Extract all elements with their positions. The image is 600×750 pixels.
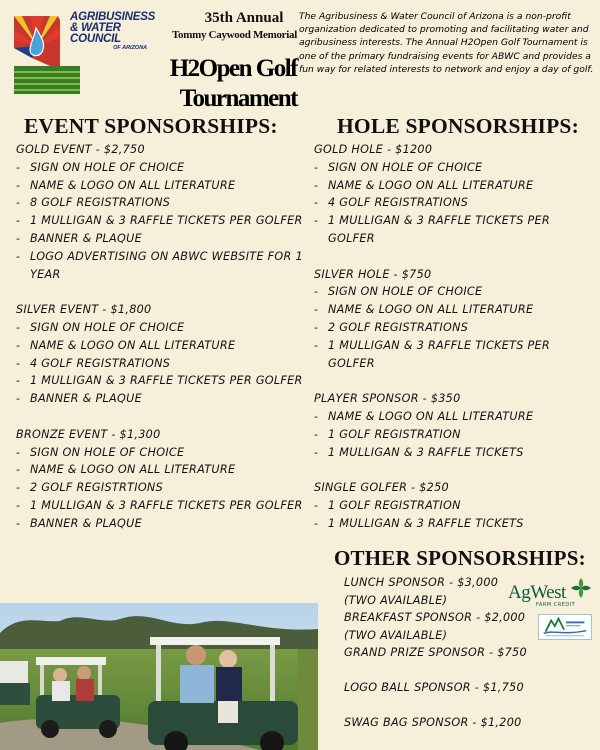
list-item: - NAME & LOGO ON ALL LITERATURE: [314, 409, 534, 423]
list-item: - NAME & LOGO ON ALL LITERATURE: [16, 338, 236, 352]
sponsorship-group: [16, 141, 304, 283]
grand-prize-sponsor: GRAND PRIZE SPONSOR - $750: [344, 646, 527, 659]
sponsorship-group: [314, 390, 596, 461]
list-item: - 2 GOLF REGISTRATIONS: [314, 320, 469, 334]
breakfast-sponsor: BREAKFAST SPONSOR - $2,000: [344, 611, 526, 624]
lunch-sponsor: LUNCH SPONSOR - $3,000: [344, 576, 499, 589]
logo-line-1: AGRIBUSINESS: [70, 11, 156, 23]
list-item: - BANNER & PLAQUE: [16, 392, 142, 406]
anniversary-label: 35th Annual: [204, 10, 284, 26]
list-item: - 4 GOLF REGISTRATIONS: [314, 196, 469, 210]
list-item: - 1 MULLIGAN & 3 RAFFLE TICKETS PER GOLFER: [314, 214, 550, 245]
list-item: - 1 MULLIGAN & 3 RAFFLE TICKETS PER GOLFER: [16, 498, 303, 512]
hole-sponsorships-heading: HOLE SPONSORSHIPS:: [337, 114, 579, 138]
tournament-title: H2Open Golf Tournament: [169, 55, 297, 112]
hole-sponsorships-list: [314, 141, 596, 550]
list-item: - 1 MULLIGAN & 3 RAFFLE TICKETS PER GOLFER: [314, 338, 550, 370]
partner-logo-water-district: [538, 614, 592, 640]
list-item: - 1 GOLF REGISTRATION: [314, 498, 461, 512]
list-item: - 8 GOLF REGISTRATIONS: [16, 196, 171, 210]
sponsorship-group: [16, 426, 304, 533]
list-item: - 1 MULLIGAN & 3 RAFFLE TICKETS PER GOLFER: [16, 214, 303, 228]
list-item: - LOGO ADVERTISING ON ABWC WEBSITE FOR 1 YEAR: [16, 249, 303, 281]
list-item: - BANNER & PLAQUE: [16, 231, 142, 245]
list-item: - BANNER & PLAQUE: [16, 516, 142, 530]
water-district-icon: [539, 615, 591, 639]
group-title: PLAYER SPONSOR - $350: [314, 392, 461, 406]
golf-cart-photo: [0, 603, 318, 750]
sponsorship-group: [16, 301, 304, 408]
list-item: - SIGN ON HOLE OF CHOICE: [314, 160, 483, 174]
agwest-logo: [506, 577, 594, 609]
logo-line-2: & WATER: [70, 22, 121, 34]
list-item: - NAME & LOGO ON ALL LITERATURE: [16, 463, 236, 477]
group-title: SILVER HOLE - $750: [314, 267, 432, 281]
swag-bag-sponsor: SWAG BAG SPONSOR - $1,200: [344, 716, 522, 729]
group-title: SINGLE GOLFER - $250: [314, 481, 449, 495]
list-item: - SIGN ON HOLE OF CHOICE: [16, 160, 185, 174]
lunch-availability: (TWO AVAILABLE): [344, 593, 448, 607]
breakfast-availability: (TWO AVAILABLE): [344, 628, 448, 642]
logo-ball-sponsor: LOGO BALL SPONSOR - $1,750: [344, 681, 524, 694]
sponsorship-group: [314, 141, 596, 248]
list-item: - 1 MULLIGAN & 3 RAFFLE TICKETS: [314, 445, 524, 459]
list-item: - SIGN ON HOLE OF CHOICE: [16, 445, 185, 459]
sponsorship-group: [314, 266, 596, 373]
list-item: - 1 MULLIGAN & 3 RAFFLE TICKETS: [314, 516, 524, 530]
leaf-cross-icon: [570, 577, 592, 599]
list-item: - 1 GOLF REGISTRATION: [314, 427, 461, 441]
intro-paragraph: The Agribusiness & Water Council of Arizona is a non-profit organization dedicated to promoting and facilitating water and agribusiness interests. The Annual H2Open Golf Tournament is one of the primary fundraising events for ABWC and provides a fun way for related interests to network and enjoy a day of golf.: [299, 11, 594, 75]
list-item: - NAME & LOGO ON ALL LITERATURE: [16, 178, 236, 192]
list-item: - NAME & LOGO ON ALL LITERATURE: [314, 178, 534, 192]
list-item: - SIGN ON HOLE OF CHOICE: [314, 285, 483, 299]
list-item: - NAME & LOGO ON ALL LITERATURE: [314, 303, 534, 317]
group-title: GOLD HOLE - $1200: [314, 143, 433, 156]
memorial-label: Tommy Caywood Memorial: [172, 29, 297, 41]
agwest-subtitle: FARM CREDIT: [536, 602, 576, 608]
event-sponsorships-heading: EVENT SPONSORSHIPS:: [24, 114, 278, 138]
list-item: - 2 GOLF REGISTRTIONS: [16, 481, 164, 495]
logo-line-4: OF ARIZONA: [113, 45, 148, 51]
group-title: BRONZE EVENT - $1,300: [16, 427, 161, 441]
list-item: - SIGN ON HOLE OF CHOICE: [16, 320, 185, 334]
group-title: GOLD EVENT - $2,750: [16, 143, 145, 156]
list-item: - 1 MULLIGAN & 3 RAFFLE TICKETS PER GOLFER: [16, 374, 303, 388]
sponsorship-group: [314, 479, 596, 532]
event-sponsorships-list: [16, 141, 304, 550]
agwest-name: AgWest: [508, 582, 566, 603]
group-title: SILVER EVENT - $1,800: [16, 303, 152, 317]
other-sponsorships-heading: OTHER SPONSORSHIPS:: [334, 546, 586, 570]
logo-line-3: COUNCIL: [70, 33, 121, 45]
list-item: - 4 GOLF REGISTRATIONS: [16, 356, 171, 370]
logo-wordmark: [70, 12, 155, 52]
